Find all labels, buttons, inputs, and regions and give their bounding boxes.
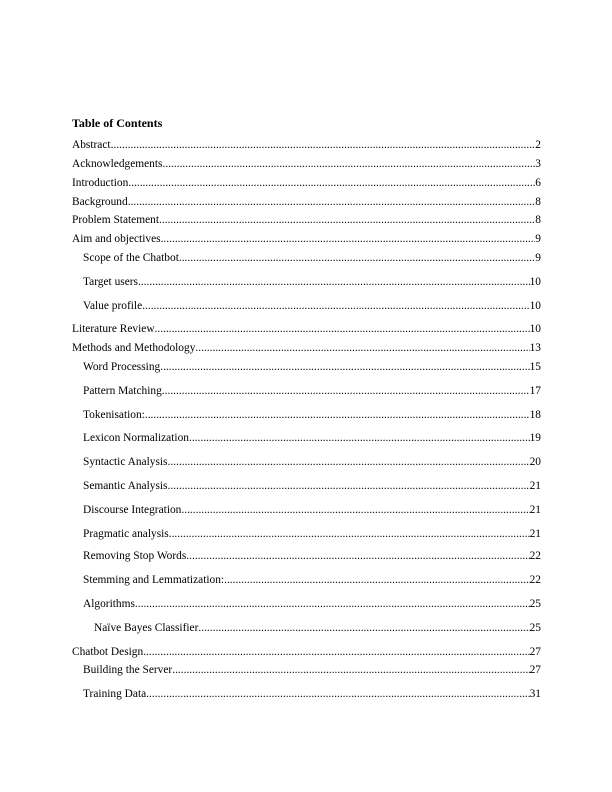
toc-entry-label: Aim and objectives [72,233,161,245]
toc-leader-dots [128,195,536,209]
toc-page-number: 21 [529,480,541,492]
toc-page-number: 8 [535,214,541,226]
toc-leader-dots [111,138,536,152]
toc-page-number: 2 [535,139,541,151]
toc-page-number: 10 [529,300,541,312]
toc-entry-label: Acknowledgements [72,158,163,170]
toc-leader-dots [135,597,530,611]
toc-entry-building-the-server[interactable] [83,663,541,677]
toc-page-number: 27 [529,664,541,676]
toc-entry-label: Lexicon Normalization [83,432,189,444]
toc-entry-target-users[interactable] [83,275,541,289]
toc-entry-introduction[interactable] [72,176,541,190]
toc-leader-dots [172,663,529,677]
toc-leader-dots [159,213,535,227]
toc-page-number: 22 [529,550,541,562]
toc-page-number: 22 [529,574,541,586]
toc-entry-label: Abstract [72,139,111,151]
toc-entry-label: Building the Server [83,664,173,676]
toc-entry-label: Pragmatic analysis [83,528,169,540]
toc-entry-label: Tokenisation: [83,409,145,421]
toc-entry-label: Problem Statement [72,214,159,226]
toc-page-number: 17 [529,385,541,397]
toc-leader-dots [162,157,535,171]
toc-entry-value-profile[interactable] [83,299,541,313]
toc-page-number: 20 [529,456,541,468]
toc-entry-label: Chatbot Design [72,646,144,658]
toc-entry-syntactic-analysis[interactable] [83,455,541,469]
toc-leader-dots [169,527,530,541]
toc-entry-label: Value profile [83,300,143,312]
toc-leader-dots [145,408,530,422]
toc-entry-label: Training Data [83,688,147,700]
toc-leader-dots [198,621,529,635]
toc-leader-dots [167,479,529,493]
toc-entry-discourse-integration[interactable] [83,503,541,517]
toc-page-number: 25 [529,598,541,610]
toc-entry-label: Introduction [72,177,129,189]
toc-entry-label: Algorithms [83,598,135,610]
toc-leader-dots [161,232,536,246]
toc-entry-label: Target users [83,276,138,288]
toc-entry-label: Methods and Methodology [72,342,196,354]
toc-leader-dots [160,360,529,374]
toc-entry-label: Stemming and Lemmatization: [83,574,225,586]
toc-entry-aim-and-objectives[interactable] [72,232,541,246]
toc-entry-label: Removing Stop Words [83,550,187,562]
toc-entry-methods-and-methodology[interactable] [72,341,541,355]
toc-page-number: 13 [529,342,541,354]
toc-entry-pattern-matching[interactable] [83,384,541,398]
toc-page-number: 8 [535,196,541,208]
toc-leader-dots [146,687,529,701]
toc-page-number: 6 [535,177,541,189]
toc-leader-dots [162,384,530,398]
toc-entry-naive-bayes-classifier[interactable] [94,621,541,635]
toc-page-number: 15 [529,361,541,373]
toc-entry-label: Literature Review [72,323,155,335]
toc-entry-label: Syntactic Analysis [83,456,168,468]
toc-entry-problem-statement[interactable] [72,213,541,227]
toc-page-number: 9 [535,252,541,264]
toc-entry-acknowledgements[interactable] [72,157,541,171]
toc-entry-lexicon-normalization[interactable] [83,431,541,445]
toc-entry-semantic-analysis[interactable] [83,479,541,493]
toc-entry-background[interactable] [72,195,541,209]
toc-entry-label: Background [72,196,128,208]
toc-leader-dots [195,341,529,355]
toc-leader-dots [186,549,529,563]
toc-entry-stemming-and-lemmatization[interactable] [83,573,541,587]
toc-entry-pragmatic-analysis[interactable] [83,527,541,541]
toc-leader-dots [189,431,530,445]
toc-page-number: 25 [529,622,541,634]
toc-entry-word-processing[interactable] [83,360,541,374]
toc-entry-abstract[interactable] [72,138,541,152]
toc-page-number: 31 [529,688,541,700]
toc-entry-chatbot-design[interactable] [72,645,541,659]
toc-leader-dots [155,322,530,336]
toc-page-number: 19 [529,432,541,444]
toc-page-number: 3 [535,158,541,170]
toc-page-number: 10 [529,276,541,288]
toc-entry-literature-review[interactable] [72,322,541,336]
toc-entry-training-data[interactable] [83,687,541,701]
toc-page-number: 10 [529,323,541,335]
toc-entry-scope-of-the-chatbot[interactable] [83,251,541,265]
toc-page-number: 9 [535,233,541,245]
toc-page-number: 18 [529,409,541,421]
toc-page-number: 21 [529,528,541,540]
toc-title: Table of Contents [72,116,163,130]
toc-entry-label: Scope of the Chatbot [83,252,179,264]
toc-entry-label: Semantic Analysis [83,480,168,492]
toc-leader-dots [143,645,529,659]
toc-entry-tokenisation[interactable] [83,408,541,422]
toc-leader-dots [142,299,529,313]
toc-entry-label: Naïve Bayes Classifier [94,622,199,634]
toc-entry-label: Pattern Matching [83,385,162,397]
toc-leader-dots [181,503,529,517]
toc-leader-dots [224,573,530,587]
toc-leader-dots [179,251,535,265]
toc-leader-dots [167,455,529,469]
toc-entry-algorithms[interactable] [83,597,541,611]
toc-page-number: 27 [529,646,541,658]
toc-entry-label: Discourse Integration [83,504,182,516]
toc-entry-removing-stop-words[interactable] [83,549,541,563]
toc-entry-label: Word Processing [83,361,161,373]
toc-leader-dots [138,275,530,289]
toc-page-number: 21 [529,504,541,516]
toc-leader-dots [128,176,535,190]
